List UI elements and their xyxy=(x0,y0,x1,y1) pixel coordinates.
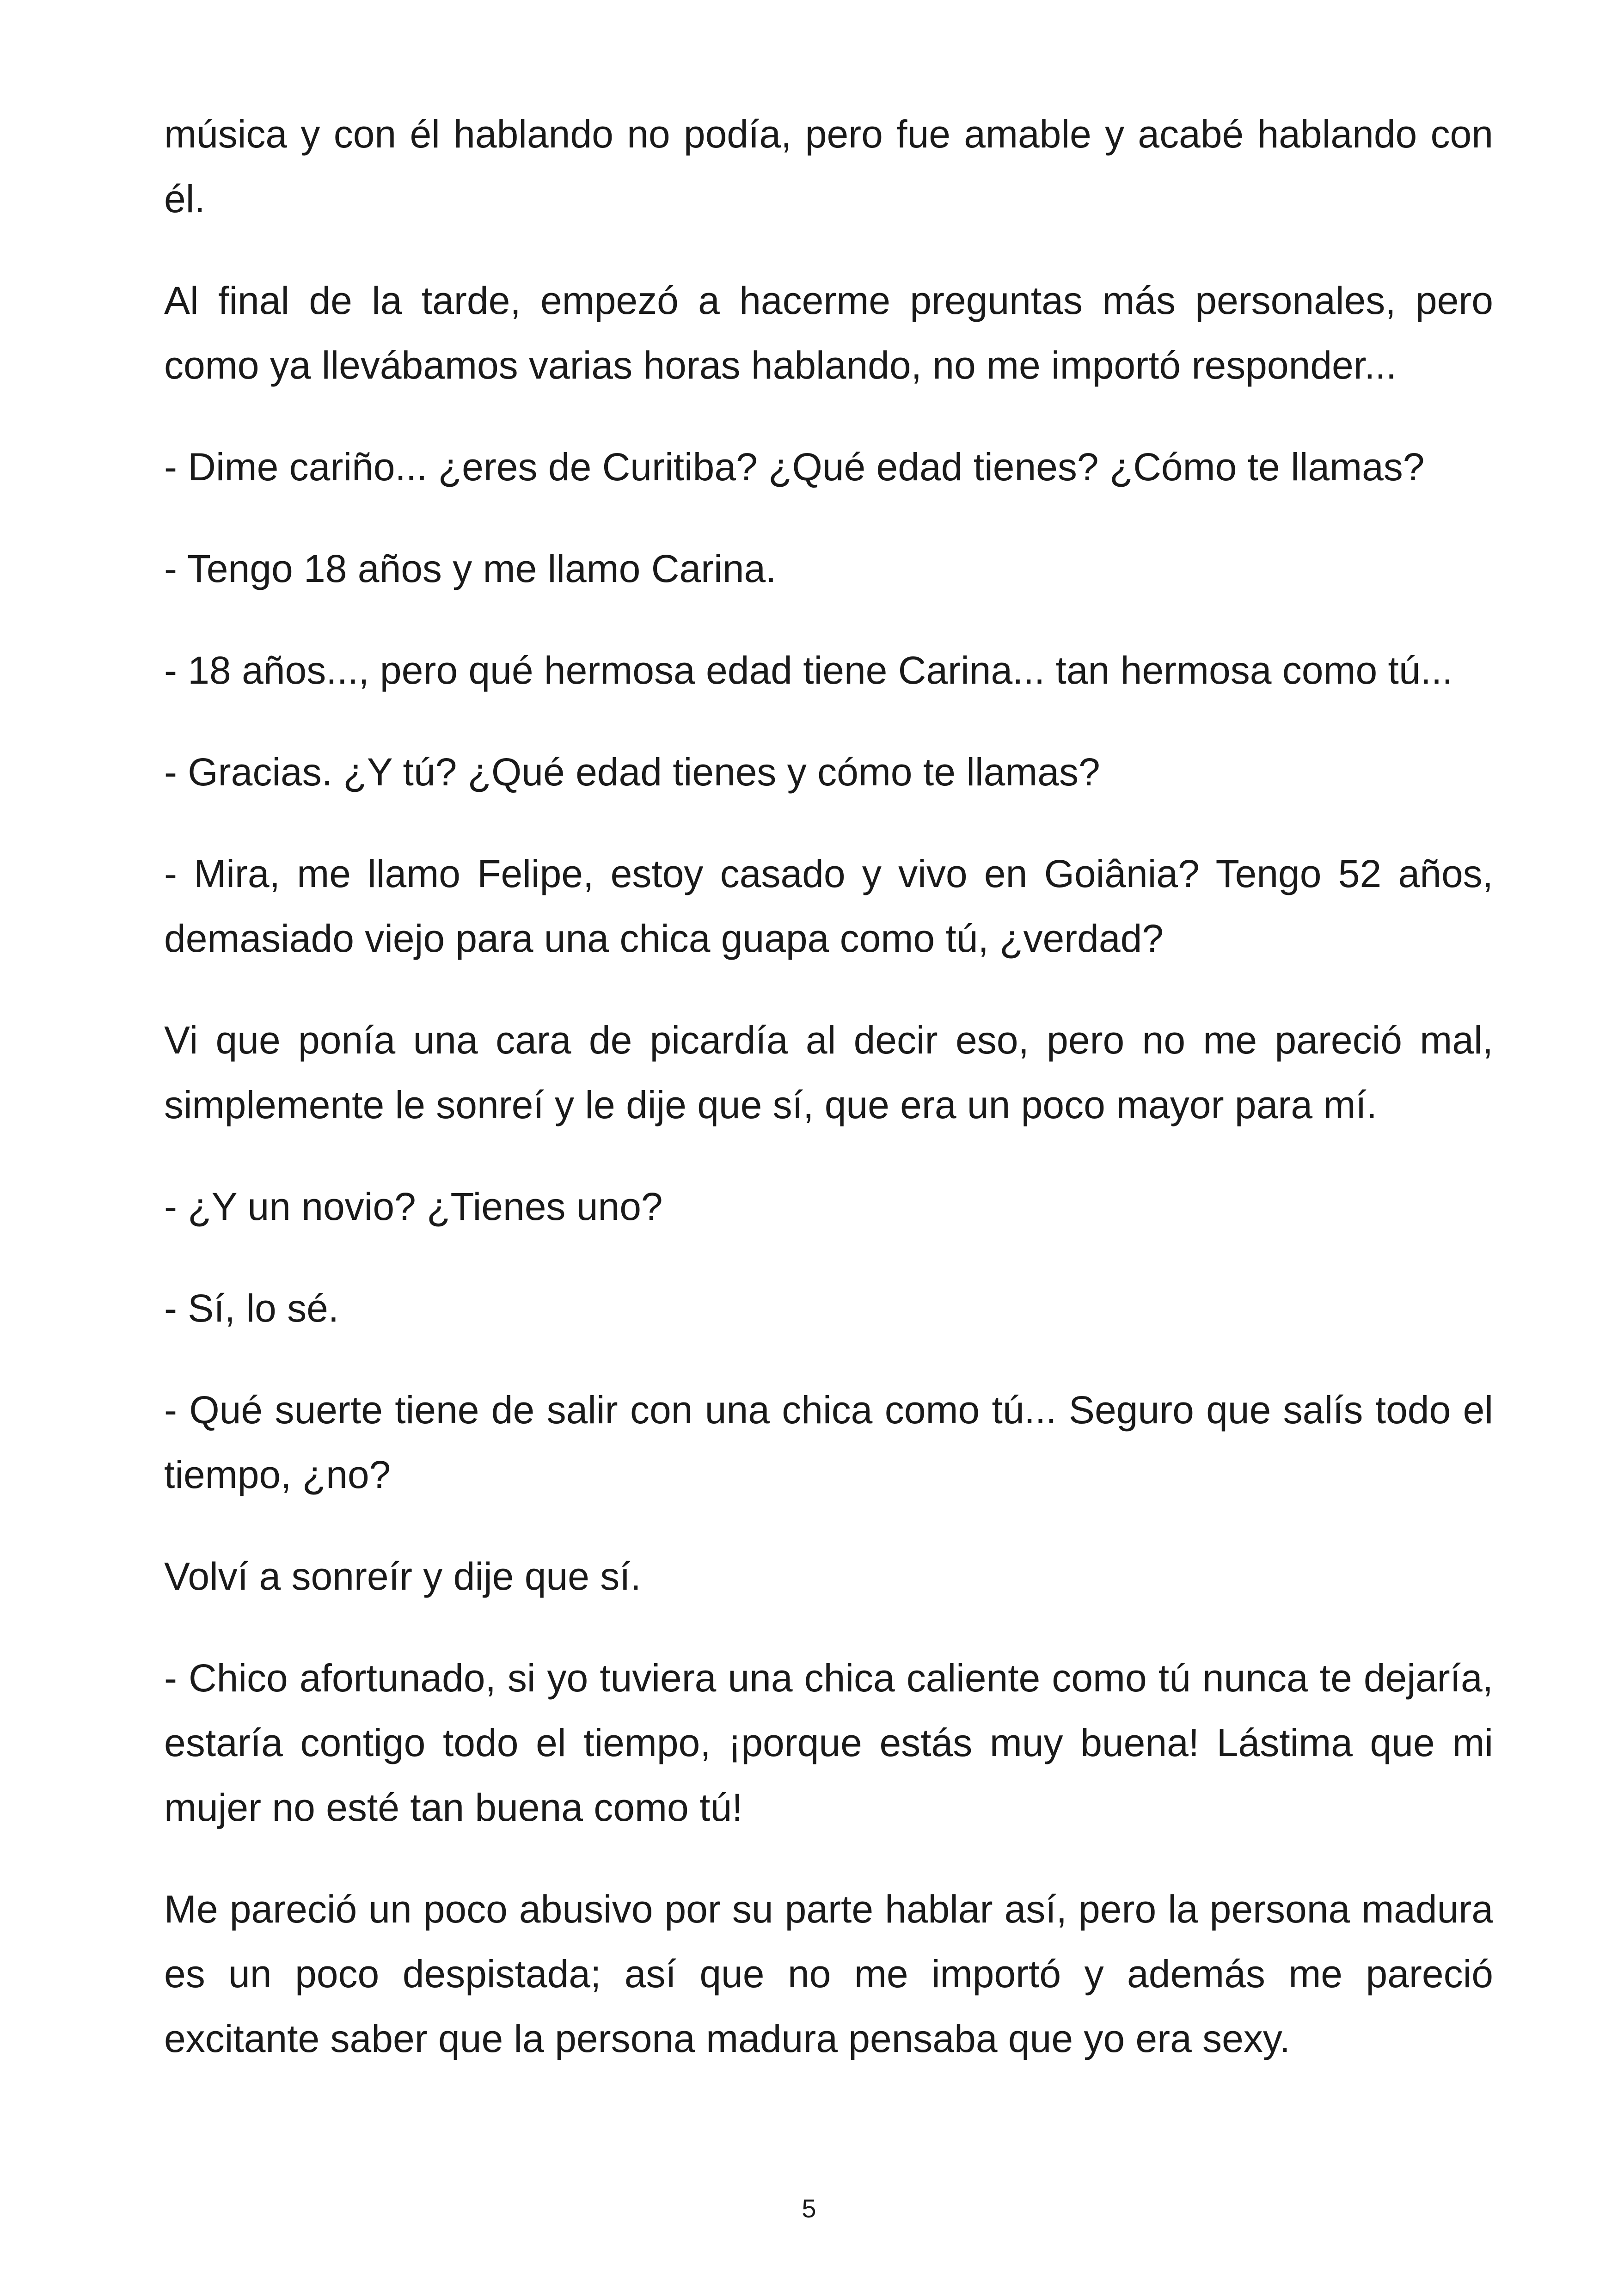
paragraph: Volví a sonreír y dije que sí. xyxy=(164,1555,641,1598)
paragraph: - Mira, me llamo Felipe, estoy casado y vivo en Goiânia? Tengo 52 años, demasiado viejo para una chica guapa como tú, ¿verdad? xyxy=(164,852,1493,960)
paragraph: Me pareció un poco abusivo por su parte hablar así, pero la persona madura es un poco despistada; así que no me importó y además me pareció excitante saber que la persona madura pensaba que yo era sexy. xyxy=(164,1887,1493,2060)
body-text xyxy=(164,102,1493,2108)
paragraph: música y con él hablando no podía, pero fue amable y acabé hablando con él. xyxy=(164,112,1493,220)
paragraph: - ¿Y un novio? ¿Tienes uno? xyxy=(164,1185,663,1228)
paragraph: - Dime cariño... ¿eres de Curitiba? ¿Qué edad tienes? ¿Cómo te llamas? xyxy=(164,445,1425,489)
paragraph: - Tengo 18 años y me llamo Carina. xyxy=(164,547,777,590)
paragraph: Al final de la tarde, empezó a hacerme preguntas más personales, pero como ya llevábamos varias horas hablando, no me importó responder... xyxy=(164,279,1493,387)
paragraph: Vi que ponía una cara de picardía al decir eso, pero no me pareció mal, simplemente le sonreí y le dije que sí, que era un poco mayor para mí. xyxy=(164,1018,1493,1127)
page-number: 5 xyxy=(802,2194,816,2223)
paragraph: - Qué suerte tiene de salir con una chica como tú... Seguro que salís todo el tiempo, ¿no? xyxy=(164,1388,1493,1496)
paragraph: - 18 años..., pero qué hermosa edad tiene Carina... tan hermosa como tú... xyxy=(164,649,1453,692)
paragraph: - Chico afortunado, si yo tuviera una chica caliente como tú nunca te dejaría, estaría contigo todo el tiempo, ¡porque estás muy buena! Lástima que mi mujer no esté tan buena como tú! xyxy=(164,1656,1493,1829)
paragraph: - Gracias. ¿Y tú? ¿Qué edad tienes y cómo te llamas? xyxy=(164,750,1100,794)
paragraph: - Sí, lo sé. xyxy=(164,1286,339,1330)
